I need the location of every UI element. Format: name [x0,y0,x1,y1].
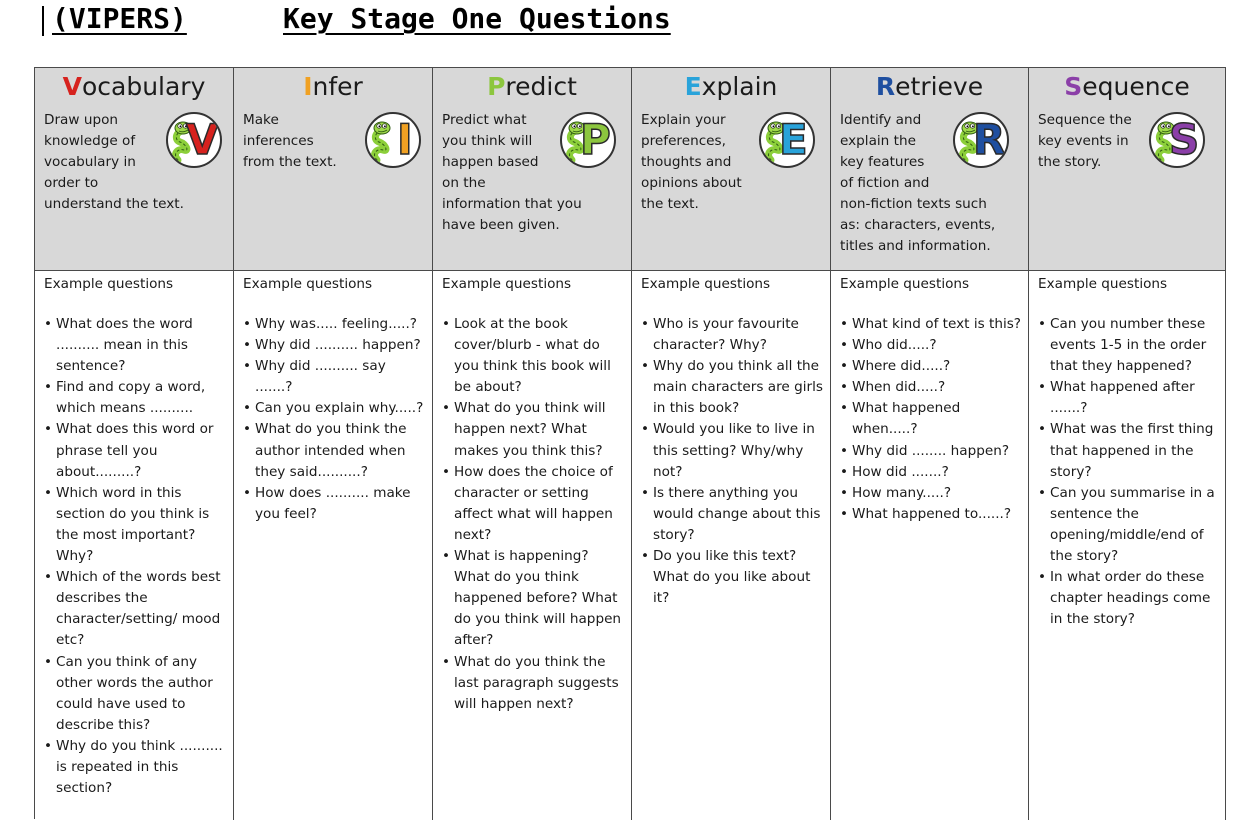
description-line: key features [840,154,925,170]
vipers-column-sequence [1029,68,1226,820]
question-item: • Why did .......... happen? [243,335,425,356]
column-body [234,271,432,820]
question-item: • Who is your favourite character? Why? [641,314,825,356]
vipers-table [34,67,1226,819]
description-line: thoughts and [641,154,732,170]
column-title [1029,72,1225,101]
question-item: • What do you think the last paragraph suggests will happen next? [442,652,626,715]
description-line: Draw upon [44,112,119,128]
question-item: • What kind of text is this? [840,314,1022,335]
question-item: • What does this word or phrase tell you about.........? [44,419,226,482]
column-header [433,68,631,271]
description-line: non-fiction texts such [840,196,987,212]
description-line: key events in [1038,133,1129,149]
question-item: • Can you think of any other words the author could have used to describe this? [44,652,226,736]
column-title-rest: redict [505,72,577,101]
column-body [35,271,233,820]
question-item: • Why was..... feeling.....? [243,314,425,335]
vipers-column-vocabulary [35,68,234,820]
column-description [243,110,373,173]
question-item: • How many.....? [840,483,1022,504]
example-questions-label: Example questions [641,276,771,292]
question-item: • Can you explain why.....? [243,398,425,419]
question-item: • What happened after .......? [1038,377,1222,419]
example-questions-label: Example questions [1038,276,1168,292]
description-line: inferences [243,133,314,149]
column-initial: E [684,72,702,101]
description-line: Sequence the [1038,112,1132,128]
snake-mascot-icon [759,112,815,168]
column-title-rest: equence [1082,72,1190,101]
question-item: • What do you think the author intended when they said..........? [243,419,425,482]
snake-mascot-icon [1149,112,1205,168]
description-line: preferences, [641,133,726,149]
snake-mascot-icon [953,112,1009,168]
question-item: • How does .......... make you feel? [243,483,425,525]
vipers-column-infer [234,68,433,820]
description-line: you think will [442,133,533,149]
question-item: • Find and copy a word, which means .......... [44,377,226,419]
description-line: from the text. [243,154,337,170]
description-line: vocabulary in [44,154,136,170]
description-line: titles and information. [840,238,991,254]
column-body [433,271,631,820]
column-title-rest: nfer [312,72,363,101]
description-line: information that you [442,196,582,212]
column-initial: V [62,72,82,101]
question-item: • How did .......? [840,462,1022,483]
vipers-column-explain [632,68,831,820]
badge-letter: S [1169,115,1200,164]
question-item: • In what order do these chapter headings come in the story? [1038,567,1222,630]
column-title [831,72,1028,101]
badge-letter: R [973,115,1006,164]
column-body [632,271,830,820]
question-list [442,314,626,715]
page-title: Key Stage One Questions [283,2,671,35]
column-header [1029,68,1225,271]
question-item: • Do you like this text? What do you like about it? [641,546,825,609]
question-list [840,314,1022,525]
description-line: order to [44,175,99,191]
description-line: of fiction and [840,175,930,191]
badge-letter: I [397,115,413,164]
column-header [35,68,233,271]
description-line: Predict what [442,112,527,128]
question-list [641,314,825,609]
question-item: • Why did .......... say .......? [243,356,425,398]
badge-letter: V [186,115,219,164]
column-body [1029,271,1225,820]
description-line: Make [243,112,279,128]
question-item: • How does the choice of character or setting affect what will happen next? [442,462,626,546]
description-line: the story. [1038,154,1102,170]
example-questions-label: Example questions [44,276,174,292]
column-header [831,68,1028,271]
question-item: • Why did ........ happen? [840,441,1022,462]
question-item: • Would you like to live in this setting? Why/why not? [641,419,825,482]
vipers-column-retrieve [831,68,1029,820]
question-item: • Why do you think all the main characters are girls in this book? [641,356,825,419]
description-line: explain the [840,133,916,149]
question-item: • What do you think will happen next? What makes you think this? [442,398,626,461]
question-item: • Who did.....? [840,335,1022,356]
margin-rule [42,6,44,36]
column-title [433,72,631,101]
question-item: • When did.....? [840,377,1022,398]
question-item: • Look at the book cover/blurb - what do you think this book will be about? [442,314,626,398]
badge-letter: P [580,115,611,164]
description-line: opinions about [641,175,742,191]
question-item: • What is happening? What do you think happened before? What do you think will happen after? [442,546,626,651]
question-item: • Why do you think .......... is repeated in this section? [44,736,226,799]
example-questions-label: Example questions [840,276,970,292]
description-line: as: characters, events, [840,217,996,233]
question-list [44,314,226,799]
description-line: happen based [442,154,539,170]
snake-mascot-icon [560,112,616,168]
example-questions-label: Example questions [243,276,373,292]
question-item: • What happened when.....? [840,398,1022,440]
column-title [632,72,830,101]
question-item: • Can you summarise in a sentence the opening/middle/end of the story? [1038,483,1222,567]
column-title [35,72,233,101]
question-item: • Which of the words best describes the character/setting/ mood etc? [44,567,226,651]
badge-letter: E [779,115,808,164]
column-header [632,68,830,271]
column-description [641,110,771,215]
vipers-heading: (VIPERS) [52,2,187,35]
column-initial: R [875,72,896,101]
description-line: Identify and [840,112,922,128]
question-item: • Which word in this section do you think is the most important? Why? [44,483,226,567]
vipers-column-predict [433,68,632,820]
snake-mascot-icon [166,112,222,168]
column-title-rest: ocabulary [81,72,206,101]
column-title-rest: etrieve [895,72,984,101]
column-initial: S [1064,72,1083,101]
question-list [243,314,425,525]
column-title [234,72,432,101]
example-questions-label: Example questions [442,276,572,292]
column-title-rest: xplain [701,72,778,101]
question-item: • Is there anything you would change about this story? [641,483,825,546]
description-line: understand the text. [44,196,184,212]
description-line: on the [442,175,486,191]
snake-mascot-icon [365,112,421,168]
question-item: • What happened to......? [840,504,1022,525]
question-item: • What does the word .......... mean in this sentence? [44,314,226,377]
description-line: Explain your [641,112,726,128]
column-initial: I [303,72,313,101]
question-list [1038,314,1222,630]
question-item: • Can you number these events 1-5 in the order that they happened? [1038,314,1222,377]
description-line: have been given. [442,217,560,233]
description-line: knowledge of [44,133,136,149]
column-body [831,271,1028,820]
column-header [234,68,432,271]
description-line: the text. [641,196,699,212]
question-item: • Where did.....? [840,356,1022,377]
question-item: • What was the first thing that happened in the story? [1038,419,1222,482]
column-initial: P [487,72,506,101]
